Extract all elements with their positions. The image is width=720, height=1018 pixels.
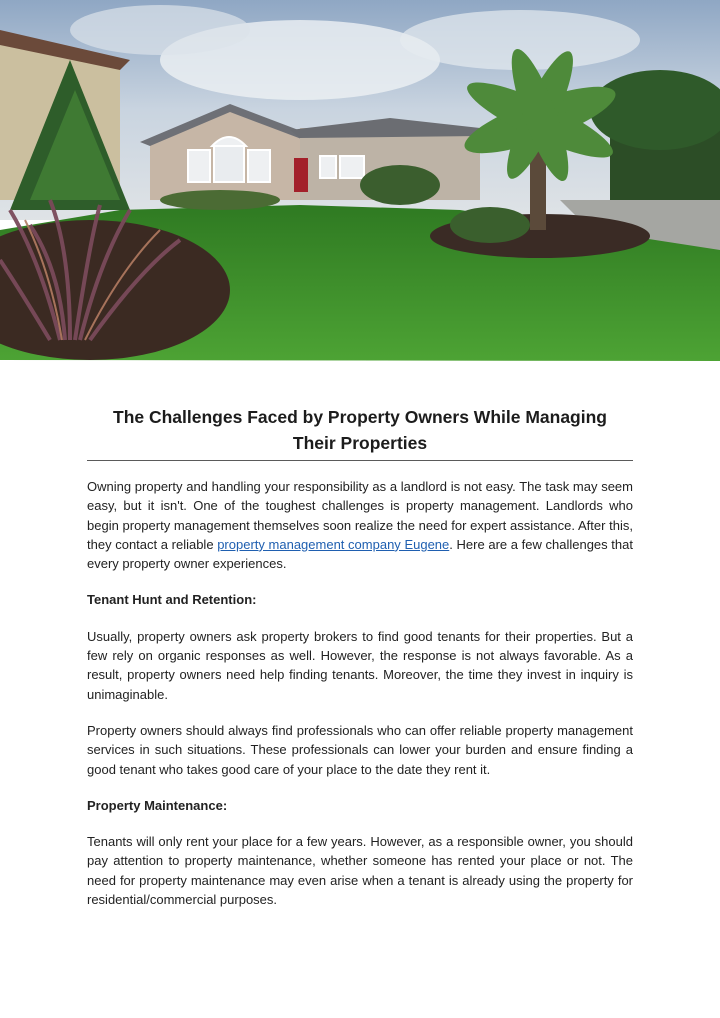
section-heading-property-maintenance: Property Maintenance: [87,797,228,813]
hero-image [0,0,720,361]
article [87,404,633,926]
article-title: The Challenges Faced by Property Owners While Managing Their Properties [113,407,607,453]
intro-text-before-link: Owning property and handling your responsibility as a landlord is not easy. The task may seem easy, but it isn't. One of the toughest challenges is property management. Landlords who begin property management themselves soon realize the need for expert assistance. After this, they contact a reliable [87,479,633,552]
tenant-hunt-paragraph-2: Property owners should always find professionals who can offer reliable property management services in such situations. These professionals can lower your burden and ensure finding a good tenant who takes good care of your place to the date they rent it. [87,722,633,777]
intro-paragraph [87,477,633,573]
intro-text-after-link: . Here are a few challenges that every property owner experiences. [87,536,633,572]
property-management-link[interactable]: property management company Eugene [217,536,450,552]
property-maintenance-paragraph-1: Tenants will only rent your place for a few years. However, as a responsible owner, you should pay attention to property maintenance, whether someone has rented your place or not. The need for property maintenance may even arise when a tenant is already using the property for residential/commercial purposes. [87,834,633,908]
section-heading-tenant-hunt: Tenant Hunt and Retention: [87,592,257,608]
title-divider [87,460,633,461]
tenant-hunt-paragraph-1: Usually, property owners ask property brokers to find good tenants for their properties. But a few rely on organic responses as well. However, the response is not always favorable. As a result, property owners need help finding tenants. Moreover, the time they invest in inquiry is unimaginable. [87,628,633,702]
